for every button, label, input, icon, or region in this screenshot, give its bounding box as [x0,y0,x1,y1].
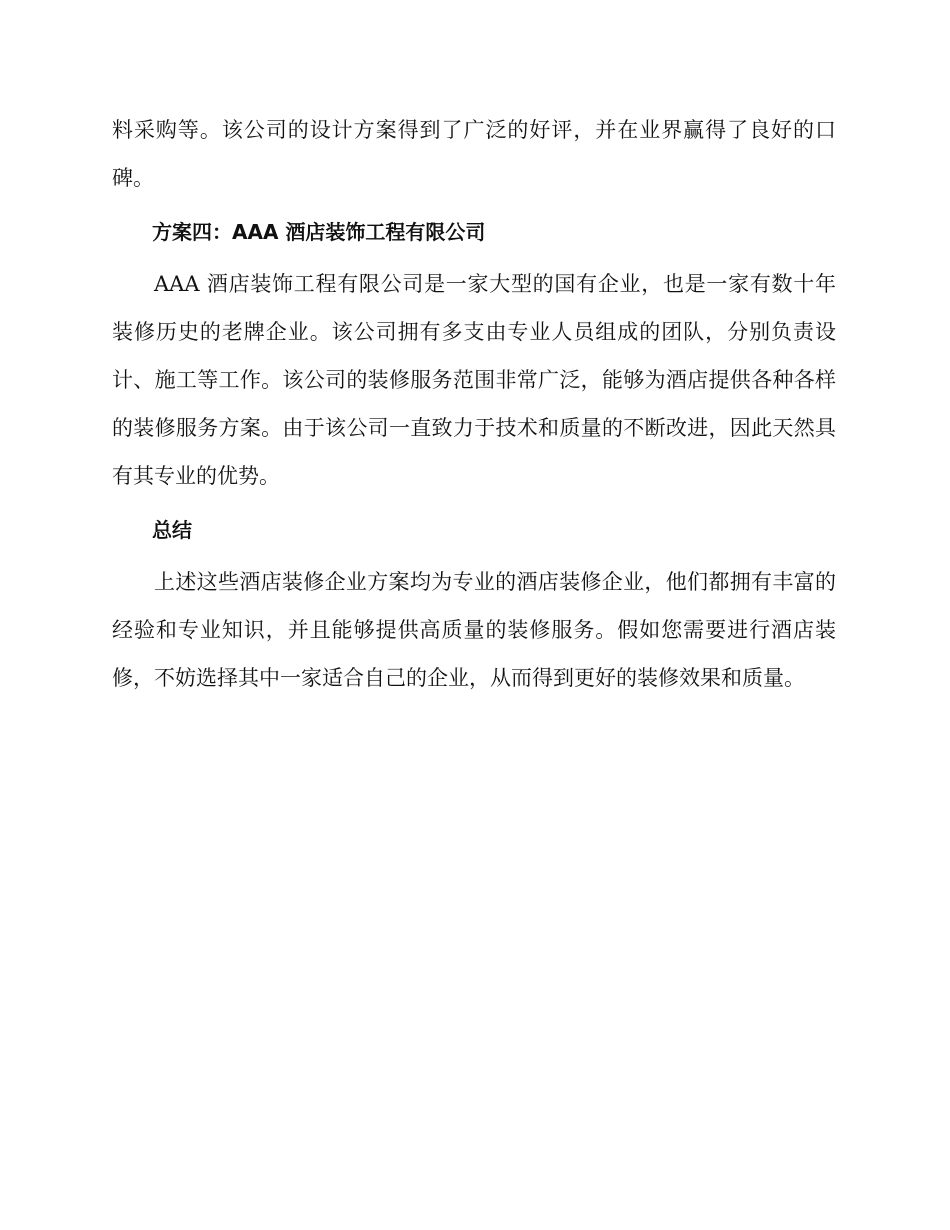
section-body-plan-four: AAA 酒店装饰工程有限公司是一家大型的国有企业，也是一家有数十年装修历史的老牌企业。该公司拥有多支由专业人员组成的团队，分别负责设计、施工等工作。该公司的装修服务范围非常广泛，能够为酒店提供各种各样的装修服务方案。由于该公司一直致力于技术和质量的不断改进，因此天然具有其专业的优势。 [112,272,836,488]
section-heading-plan-four: 方案四：AAA 酒店装饰工程有限公司 [152,220,486,244]
continued-paragraph: 料采购等。该公司的设计方案得到了广泛的好评，并在业界赢得了良好的口碑。 [112,118,836,190]
section-body-summary: 上述这些酒店装修企业方案均为专业的酒店装修企业，他们都拥有丰富的经验和专业知识，并且能够提供高质量的装修服务。假如您需要进行酒店装修，不妨选择其中一家适合自己的企业，从而得到更好的装修效果和质量。 [112,570,836,690]
document-body [112,106,836,702]
section-heading-summary: 总结 [152,518,192,542]
